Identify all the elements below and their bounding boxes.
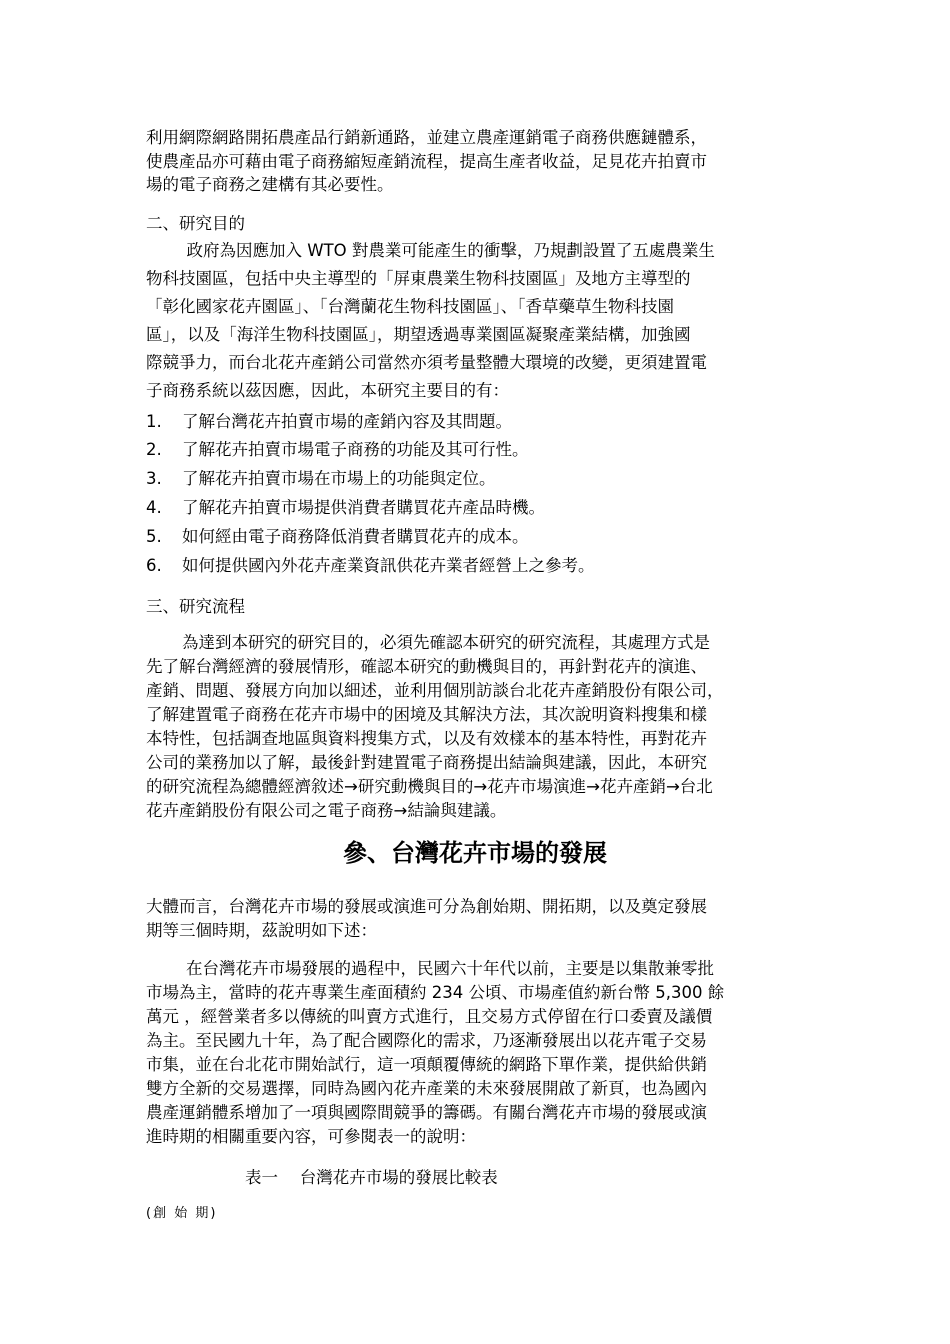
process-line: 花卉產銷股份有限公司之電子商務→結論與建議。: [146, 801, 507, 820]
process-line: 的研究流程為總體經濟敘述→研究動機與目的→花卉市場演進→花卉產銷→台北: [146, 777, 713, 796]
chapter-body-line: 萬元 ，經營業者多以傳統的叫賣方式進行，且交易方式停留在行口委賣及議價: [146, 1007, 713, 1026]
table-caption: 表一 台灣花卉市場的發展比較表: [245, 1168, 498, 1187]
period-label: (創 始 期): [146, 1206, 218, 1221]
list-item-number: 4.: [146, 498, 162, 517]
list-item-number: 6.: [146, 556, 162, 575]
list-item: [146, 468, 496, 490]
chapter-body-line: 為主。至民國九十年，為了配合國際化的需求，乃逐漸發展出以花卉電子交易: [146, 1031, 707, 1050]
purpose-line: 物科技園區，包括中央主導型的「屏東農業生物科技園區」及地方主導型的: [146, 269, 691, 288]
process-line: 公司的業務加以了解，最後針對建置電子商務提出結論與建議，因此，本研究: [146, 753, 707, 772]
process-line: 產銷、問題、發展方向加以細述，並利用個別訪談台北花卉產銷股份有限公司，: [146, 681, 724, 700]
chapter-body-line: 市場為主，當時的花卉專業生產面積約 234 公頃、市場產值約新台幣 5,300 餘: [146, 983, 725, 1002]
list-item-number: 2.: [146, 440, 162, 459]
list-item-number: 1.: [146, 412, 162, 431]
chapter-body-line: 市集，並在台北花市開始試行，這一項顛覆傳統的網路下單作業，提供給供銷: [146, 1055, 707, 1074]
process-line: 了解建置電子商務在花卉市場中的困境及其解決方法，其次說明資料搜集和樣: [146, 705, 707, 724]
intro-line: 使農產品亦可藉由電子商務縮短產銷流程，提高生產者收益，足見花卉拍賣市: [146, 152, 707, 171]
purpose-line: 「彰化國家花卉園區」、「台灣蘭花生物科技園區」、「香草藥草生物科技園: [146, 297, 674, 316]
list-item-text: 了解台灣花卉拍賣市場的產銷內容及其問題。: [182, 412, 512, 431]
list-item-text: 了解花卉拍賣市場提供消費者購買花卉產品時機。: [182, 498, 545, 517]
list-item-number: 5.: [146, 527, 162, 546]
list-item: [146, 439, 529, 461]
purpose-line: 區」，以及「海洋生物科技園區」，期望透過專業園區凝聚產業結構，加強國: [146, 325, 691, 344]
chapter-title: 參、台灣花卉市場的發展: [343, 838, 607, 867]
chapter-body-line: 農產運銷體系增加了一項與國際間競爭的籌碼。有關台灣花卉市場的發展或演: [146, 1103, 707, 1122]
list-item: [146, 526, 529, 548]
process-line: 為達到本研究的研究目的，必須先確認本研究的研究流程，其處理方式是: [182, 633, 710, 652]
list-item: [146, 411, 512, 433]
process-line: 本特性，包括調查地區與資料搜集方式，以及有效樣本的基本特性，再對花卉: [146, 729, 707, 748]
chapter-body-line: 在台灣花卉市場發展的過程中，民國六十年代以前，主要是以集散兼零批: [186, 959, 714, 978]
list-item-text: 如何經由電子商務降低消費者購買花卉的成本。: [182, 527, 529, 546]
section-heading-research-process: 三、研究流程: [146, 597, 245, 616]
process-line: 先了解台灣經濟的發展情形，確認本研究的動機與目的，再針對花卉的演進、: [146, 657, 707, 676]
list-item-text: 了解花卉拍賣市場電子商務的功能及其可行性。: [182, 440, 529, 459]
chapter-intro-line: 大體而言，台灣花卉市場的發展或演進可分為創始期、開拓期，以及奠定發展: [146, 897, 707, 916]
purpose-line: 際競爭力，而台北花卉產銷公司當然亦須考量整體大環境的改變，更須建置電: [146, 353, 707, 372]
intro-line: 利用網際網路開拓農產品行銷新通路，並建立農產運銷電子商務供應鏈體系，: [146, 128, 707, 147]
chapter-body-line: 進時期的相關重要內容，可參閱表一的說明：: [146, 1127, 476, 1146]
section-heading-research-purpose: 二、研究目的: [146, 214, 245, 233]
intro-line: 場的電子商務之建構有其必要性。: [146, 175, 394, 194]
purpose-line: 政府為因應加入 WTO 對農業可能產生的衝擊，乃規劃設置了五處農業生: [170, 241, 715, 260]
chapter-intro-line: 期等三個時期，茲說明如下述：: [146, 921, 377, 940]
list-item: [146, 497, 545, 519]
list-item: [146, 555, 595, 577]
list-item-text: 了解花卉拍賣市場在市場上的功能與定位。: [182, 469, 496, 488]
chapter-body-line: 雙方全新的交易選擇，同時為國內花卉產業的未來發展開啟了新頁，也為國內: [146, 1079, 707, 1098]
purpose-line: 子商務系統以茲因應，因此，本研究主要目的有：: [146, 381, 509, 400]
list-item-text: 如何提供國內外花卉產業資訊供花卉業者經營上之參考。: [182, 556, 595, 575]
list-item-number: 3.: [146, 469, 162, 488]
